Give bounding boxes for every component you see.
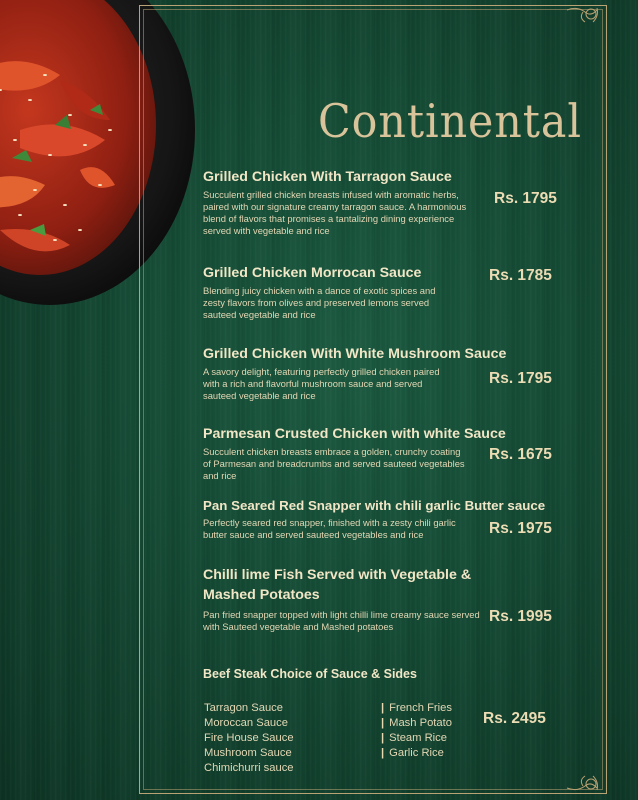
sauce-list <box>204 701 294 776</box>
corner-ornament-icon <box>563 4 603 32</box>
item-name: Parmesan Crusted Chicken with white Sauce <box>203 426 506 442</box>
item-price: Rs. 1675 <box>489 446 552 463</box>
item-description: A savory delight, featuring perfectly grilled chicken paired with a rich and flavorful mushroom sauce and served sauteed vegetable and rice <box>203 366 440 401</box>
item-price: Rs. 2495 <box>483 710 546 727</box>
list-item <box>381 746 452 761</box>
section-title: Continental <box>318 94 582 148</box>
item-name: Grilled Chicken Morrocan Sauce <box>203 265 422 281</box>
item-name: Grilled Chicken With Tarragon Sauce <box>203 169 452 185</box>
list-item: Chimichurri sauce <box>204 762 294 774</box>
item-price: Rs. 1975 <box>489 520 552 537</box>
item-name: Chilli lime Fish Served with Vegetable & Mashed Potatoes <box>203 567 472 603</box>
steak-section-title: Beef Steak Choice of Sauce & Sides <box>203 667 417 681</box>
item-name: Pan Seared Red Snapper with chili garlic Butter sauce <box>203 498 546 513</box>
item-description: Succulent grilled chicken breasts infused with aromatic herbs, paired with our signature creamy tarragon sauce. A harmonious blend of flavors that promises a tantalizing dining experience served with vegetable and rice <box>203 189 467 236</box>
list-item: Fire House Sauce <box>204 732 294 744</box>
separator: | <box>381 747 385 759</box>
corner-ornament-icon <box>563 766 603 794</box>
item-price: Rs. 1795 <box>494 190 557 207</box>
list-item: Mushroom Sauce <box>204 747 292 759</box>
list-item <box>381 716 452 731</box>
list-item: Tarragon Sauce <box>204 702 283 714</box>
side-label: French Fries <box>389 702 452 714</box>
item-description: Succulent chicken breasts embrace a golden, crunchy coating of Parmesan and breadcrumbs and served sauteed vegetables and rice <box>203 446 465 481</box>
list-item: Moroccan Sauce <box>204 717 288 729</box>
item-name: Grilled Chicken With White Mushroom Sauce <box>203 346 507 362</box>
side-label: Steam Rice <box>389 732 447 744</box>
item-description: Pan fried snapper topped with light chilli lime creamy sauce served with Sauteed vegetable and Mashed potatoes <box>203 609 480 632</box>
separator: | <box>381 702 385 714</box>
separator: | <box>381 717 385 729</box>
item-price: Rs. 1795 <box>489 370 552 387</box>
item-price: Rs. 1785 <box>489 267 552 284</box>
list-item <box>381 701 452 716</box>
side-label: Mash Potato <box>389 717 452 729</box>
item-description: Blending juicy chicken with a dance of exotic spices and zesty flavors from olives and preserved lemons served sauteed vegetable and rice <box>203 285 436 320</box>
separator: | <box>381 732 385 744</box>
side-label: Garlic Rice <box>389 747 444 759</box>
sides-list <box>381 701 452 761</box>
item-description: Perfectly seared red snapper, finished with a zesty chili garlic butter sauce and served sauteed vegetables and rice <box>203 517 456 540</box>
list-item <box>381 731 452 746</box>
item-price: Rs. 1995 <box>489 608 552 625</box>
